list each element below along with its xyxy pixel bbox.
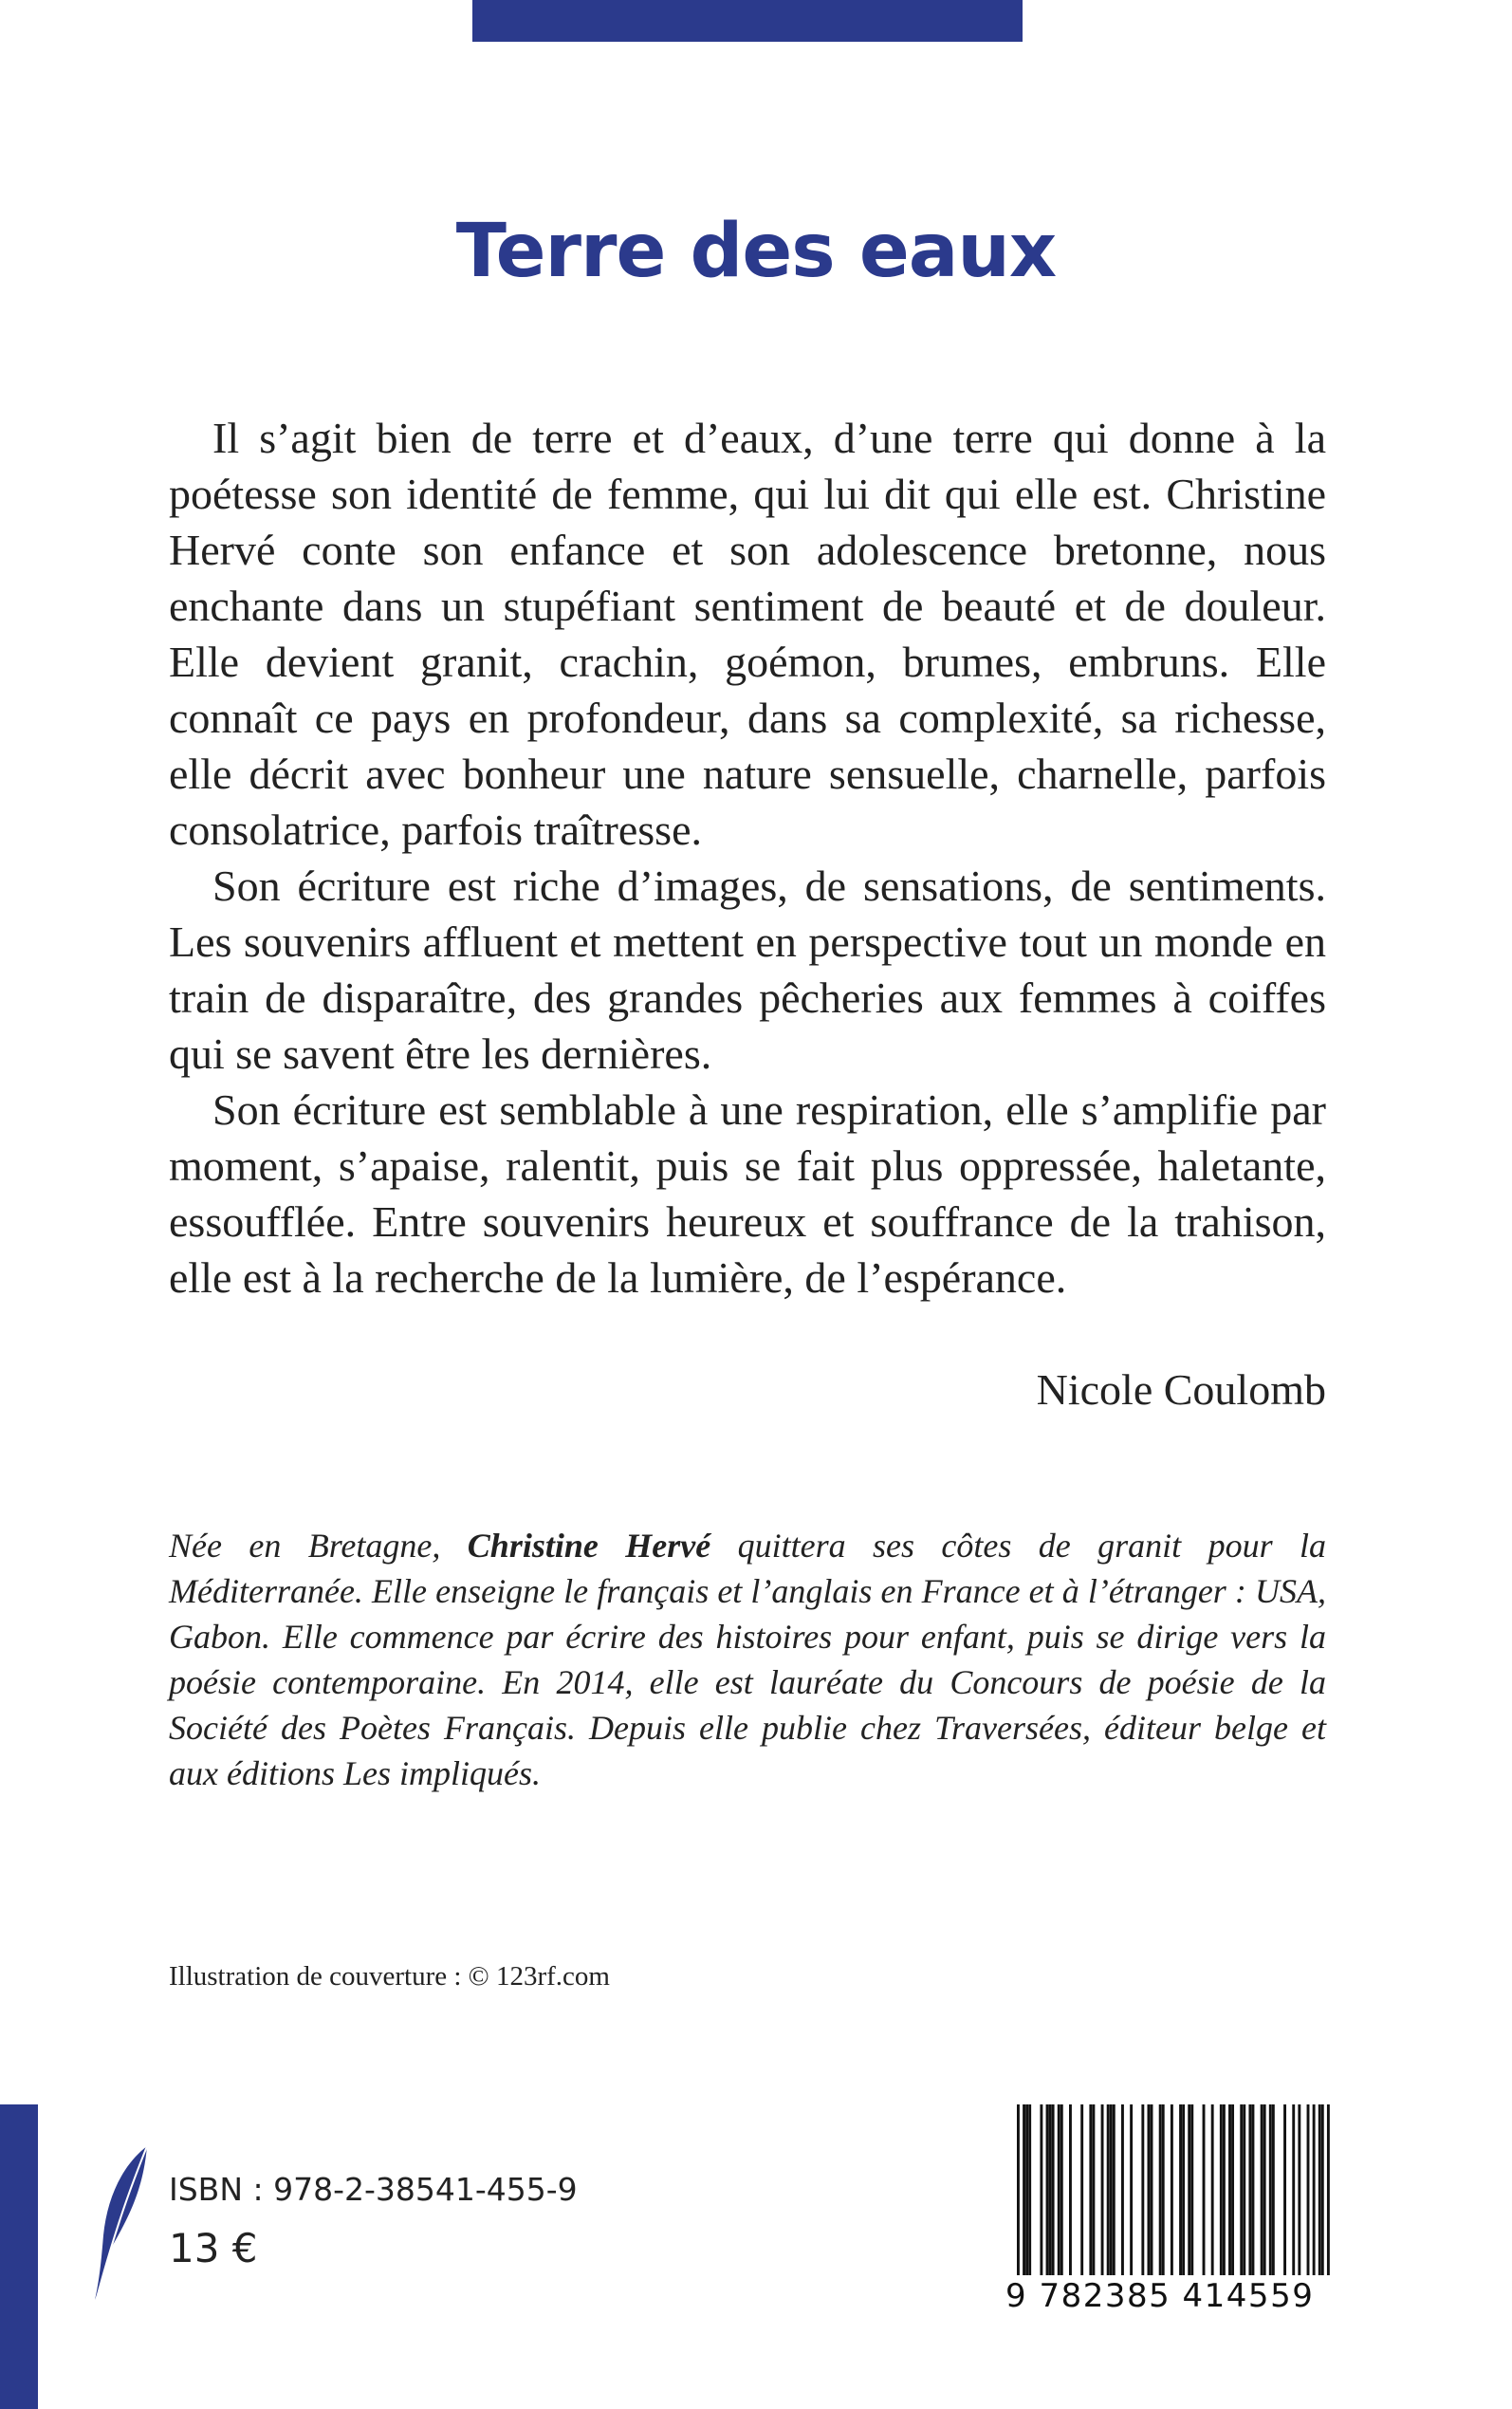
barcode-bar	[1162, 2104, 1165, 2275]
barcode-bar	[1269, 2104, 1272, 2275]
barcode-bar	[1179, 2104, 1182, 2275]
barcode-bar	[1052, 2104, 1055, 2275]
barcode-bar	[1298, 2104, 1300, 2275]
barcode-bar	[1327, 2104, 1330, 2275]
barcode-bar	[1318, 2104, 1321, 2275]
barcode-bar	[1171, 2104, 1173, 2275]
barcode-bar	[1231, 2104, 1234, 2275]
bottom-left-color-band	[0, 2104, 38, 2409]
paragraph: Son écriture est semblable à une respiration, elle s’amplifie par moment, s’apaise, ralentit, puis se fait plus oppressée, haletante, essoufflée. Entre souvenirs heureux et souffrance de la trahison, elle est à la recherche de la lumière, de l’espérance.	[169, 1085, 1326, 1302]
barcode-bar	[1025, 2104, 1028, 2275]
barcode-bar	[1220, 2104, 1223, 2275]
barcode-bar	[1017, 2104, 1020, 2275]
barcode-bar	[1263, 2104, 1266, 2275]
author-bio	[169, 1523, 1326, 1796]
barcode-bar	[1040, 2104, 1042, 2275]
barcode-bar	[1121, 2104, 1124, 2275]
barcode-bar	[1283, 2104, 1286, 2275]
barcode-bar	[1141, 2104, 1144, 2275]
barcode-bar	[1110, 2104, 1113, 2275]
barcode-bar	[1060, 2104, 1063, 2275]
barcode-bar	[1243, 2104, 1245, 2275]
barcode-bar	[1101, 2104, 1104, 2275]
bio-intro: Née en Bretagne,	[169, 1527, 468, 1565]
barcode	[1017, 2104, 1330, 2275]
barcode-bar	[1272, 2104, 1275, 2275]
barcode-bar	[1313, 2104, 1316, 2275]
feather-icon	[88, 2142, 155, 2304]
barcode-bar	[1211, 2104, 1214, 2275]
barcode-bar	[1049, 2104, 1052, 2275]
isbn: ISBN : 978-2-38541-455-9	[169, 2171, 578, 2208]
barcode-bar	[1252, 2104, 1255, 2275]
barcode-bar	[1130, 2104, 1133, 2275]
paragraph: Il s’agit bien de terre et d’eaux, d’une terre qui donne à la poétesse son identité de femme, qui lui dit qui elle est. Christine Hervé conte son enfance et son adolescence bretonne, nous enchante dans un stupéfiant sentiment de beauté et de douleur. Elle devient granit, crachin, goémon, brumes, embruns. Elle connaît ce pays en profondeur, dans sa complexité, sa richesse, elle décrit avec bonheur une nature sensuelle, charnelle, parfois consolatrice, parfois traîtresse.	[169, 414, 1326, 854]
barcode-bar	[1321, 2104, 1324, 2275]
barcode-bar	[1190, 2104, 1193, 2275]
barcode-bar	[1159, 2104, 1162, 2275]
barcode-bar	[1058, 2104, 1060, 2275]
bio-body: quittera ses côtes de granit pour la Méditerranée. Elle enseigne le français et l’anglais en France et à l’étranger : USA, Gabon. Elle commence par écrire des histoires pour enfant, puis se dirige vers la poésie contemporaine. En 2014, elle est lauréate du Concours de poésie de la Société des Poètes Français. Depuis elle publie chez Traversées, éditeur belge et aux éditions Les impliqués.	[169, 1527, 1326, 1792]
barcode-bar	[1261, 2104, 1263, 2275]
barcode-bar	[1148, 2104, 1151, 2275]
barcode-bar	[1151, 2104, 1153, 2275]
barcode-bar	[1307, 2104, 1310, 2275]
review-signature: Nicole Coulomb	[1036, 1365, 1326, 1414]
barcode-bar	[1188, 2104, 1190, 2275]
barcode-bar	[1089, 2104, 1092, 2275]
back-cover-text	[169, 410, 1326, 1306]
book-title: Terre des eaux	[455, 209, 1057, 294]
barcode-bar	[1182, 2104, 1185, 2275]
barcode-bar	[1248, 2104, 1251, 2275]
price: 13 €	[169, 2225, 258, 2271]
barcode-bar	[1228, 2104, 1231, 2275]
barcode-bar	[1113, 2104, 1116, 2275]
barcode-bar	[1107, 2104, 1110, 2275]
cover-credit: Illustration de couverture : © 123rf.com	[169, 1961, 610, 1992]
barcode-bar	[1203, 2104, 1206, 2275]
barcode-bar	[1069, 2104, 1072, 2275]
barcode-bar	[1080, 2104, 1083, 2275]
top-color-band	[472, 0, 1023, 42]
paragraph: Son écriture est riche d’images, de sensations, de sentiments. Les souvenirs affluent et mettent en perspective tout un monde en train de disparaître, des grandes pêcheries aux femmes à coiffes qui se savent être les dernières.	[169, 862, 1326, 1078]
barcode-bar	[1092, 2104, 1095, 2275]
barcode-number: 9 782385 414559	[1005, 2277, 1315, 2315]
barcode-bar	[1292, 2104, 1295, 2275]
barcode-bar	[1028, 2104, 1031, 2275]
barcode-bar	[1223, 2104, 1226, 2275]
barcode-bar	[1240, 2104, 1243, 2275]
bio-author-name: Christine Hervé	[467, 1527, 711, 1565]
barcode-bar	[1046, 2104, 1049, 2275]
barcode-bar	[1023, 2104, 1025, 2275]
